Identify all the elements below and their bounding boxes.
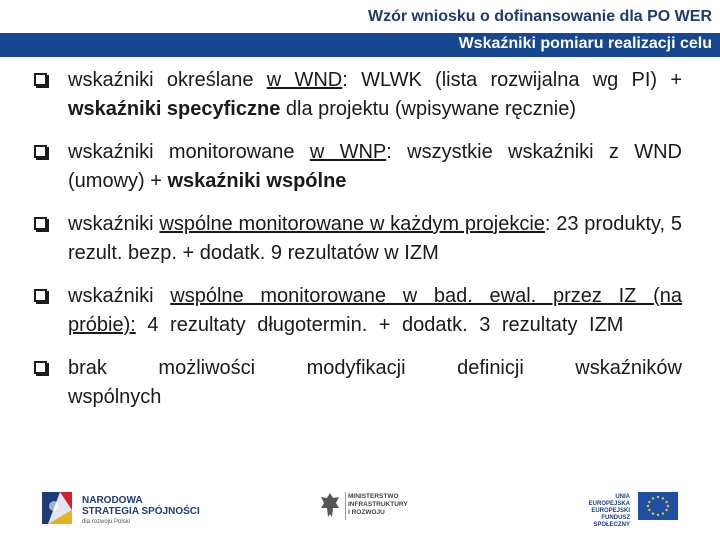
footer-logos — [0, 470, 720, 540]
slide-title-line2: Wskaźniki pomiaru realizacji celu — [458, 35, 712, 52]
bullet-item-3: wskaźniki wspólne monitorowane w każdym projekcie: 23 produkty, 5 rezult. bezp. + dodatk. 9 rezultatów w IZM — [34, 210, 682, 268]
underlined-term: w WND — [266, 69, 343, 91]
title-bar — [0, 33, 720, 57]
eu-logo: UNIA EUROPEJSKA EUROPEJSKI FUNDUSZ SPOŁECZNY — [574, 492, 684, 528]
underlined-term: wspólne monitorowane w bad. ewal. przez IZ (na próbie): — [68, 285, 682, 336]
ministry-logo: MINISTERSTWO INFRASTRUKTURY I ROZWOJU — [318, 490, 428, 534]
underlined-term: wspólne monitorowane w każdym projekcie — [159, 213, 545, 235]
bullet-list — [34, 66, 682, 426]
bullet-item-4: wskaźniki wspólne monitorowane w bad. ewal. przez IZ (na próbie): 4 rezultaty długotermin. + dodatk. 3 rezultaty IZM — [34, 282, 682, 340]
nss-logo: NARODOWA STRATEGIA SPÓJNOŚCI dla rozwoju Polski — [30, 486, 240, 532]
bullet-item-5: brak możliwości modyfikacji definicji wskaźników wspólnych — [34, 354, 682, 412]
bold-term: wskaźniki wspólne — [167, 170, 347, 192]
underlined-term: w WNP — [309, 141, 387, 163]
checkbox-bullet-icon — [34, 217, 47, 230]
checkbox-bullet-icon — [34, 289, 47, 302]
checkbox-bullet-icon — [34, 73, 47, 86]
bullet-item-1: wskaźniki określane w WND: WLWK (lista rozwijalna wg PI) + wskaźniki specyficzne dla projektu (wpisywane ręcznie) — [34, 66, 682, 124]
slide-title-line1: Wzór wniosku o dofinansowanie dla PO WER — [367, 8, 712, 25]
checkbox-bullet-icon — [34, 145, 47, 158]
bold-term: wskaźniki specyficzne — [68, 98, 281, 120]
eu-flag-icon — [638, 492, 678, 520]
checkbox-bullet-icon — [34, 361, 47, 374]
bullet-item-2: wskaźniki monitorowane w WNP: wszystkie wskaźniki z WND (umowy) + wskaźniki wspólne — [34, 138, 682, 196]
nss-flag-icon — [40, 490, 74, 526]
eagle-emblem-icon — [318, 490, 342, 522]
